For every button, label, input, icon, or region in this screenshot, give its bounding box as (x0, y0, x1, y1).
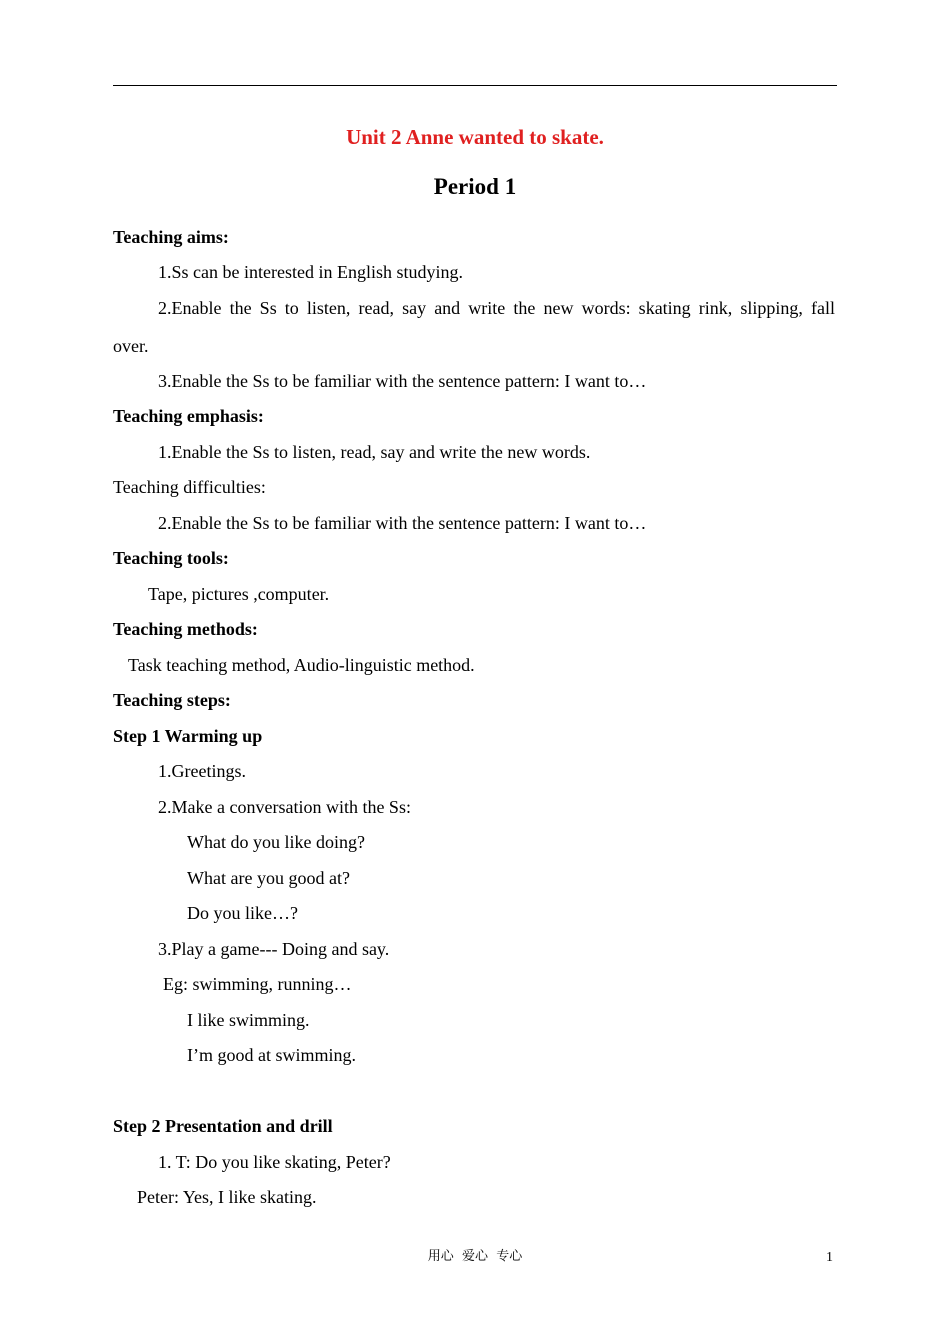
tools-heading: Teaching tools: (113, 548, 229, 568)
aims-item-2-continued: over. (113, 336, 149, 356)
footer-motto: 用心 爱心 专心 (427, 1249, 523, 1264)
step2-heading: Step 2 Presentation and drill (113, 1116, 333, 1136)
difficulties-heading: Teaching difficulties: (113, 477, 266, 497)
page-number: 1 (826, 1250, 833, 1265)
step1-question-2: What are you good at? (187, 868, 350, 888)
difficulties-item-2: 2.Enable the Ss to be familiar with the sentence pattern: I want to… (158, 513, 647, 533)
period-title: Period 1 (433, 174, 517, 199)
emphasis-heading: Teaching emphasis: (113, 406, 264, 426)
step1-item-2: 2.Make a conversation with the Ss: (158, 797, 411, 817)
methods-text: Task teaching method, Audio-linguistic method. (128, 655, 475, 675)
step1-item-3: 3.Play a game--- Doing and say. (158, 939, 390, 959)
tools-text: Tape, pictures ,computer. (148, 584, 330, 604)
step1-example-1: I like swimming. (187, 1010, 310, 1030)
steps-heading: Teaching steps: (113, 690, 231, 710)
step1-example: Eg: swimming, running… (163, 974, 352, 994)
aims-heading: Teaching aims: (113, 227, 229, 247)
aims-item-3: 3.Enable the Ss to be familiar with the sentence pattern: I want to… (158, 371, 647, 391)
step2-item-1: 1. T: Do you like skating, Peter? (158, 1152, 391, 1172)
step1-question-3: Do you like…? (187, 903, 298, 923)
emphasis-item-1: 1.Enable the Ss to listen, read, say and write the new words. (158, 442, 591, 462)
step1-question-1: What do you like doing? (187, 832, 365, 852)
header-rule (113, 85, 837, 86)
step1-example-2: I’m good at swimming. (187, 1045, 356, 1065)
aims-item-2: 2.Enable the Ss to listen, read, say and write the new words: skating rink, slipping, fall (158, 298, 835, 318)
aims-item-1: 1.Ss can be interested in English studying. (158, 262, 463, 282)
step1-heading: Step 1 Warming up (113, 726, 263, 746)
step1-item-1: 1.Greetings. (158, 761, 246, 781)
methods-heading: Teaching methods: (113, 619, 258, 639)
document-title: Unit 2 Anne wanted to skate. (346, 125, 604, 149)
step2-peter-reply: Peter: Yes, I like skating. (137, 1187, 317, 1207)
